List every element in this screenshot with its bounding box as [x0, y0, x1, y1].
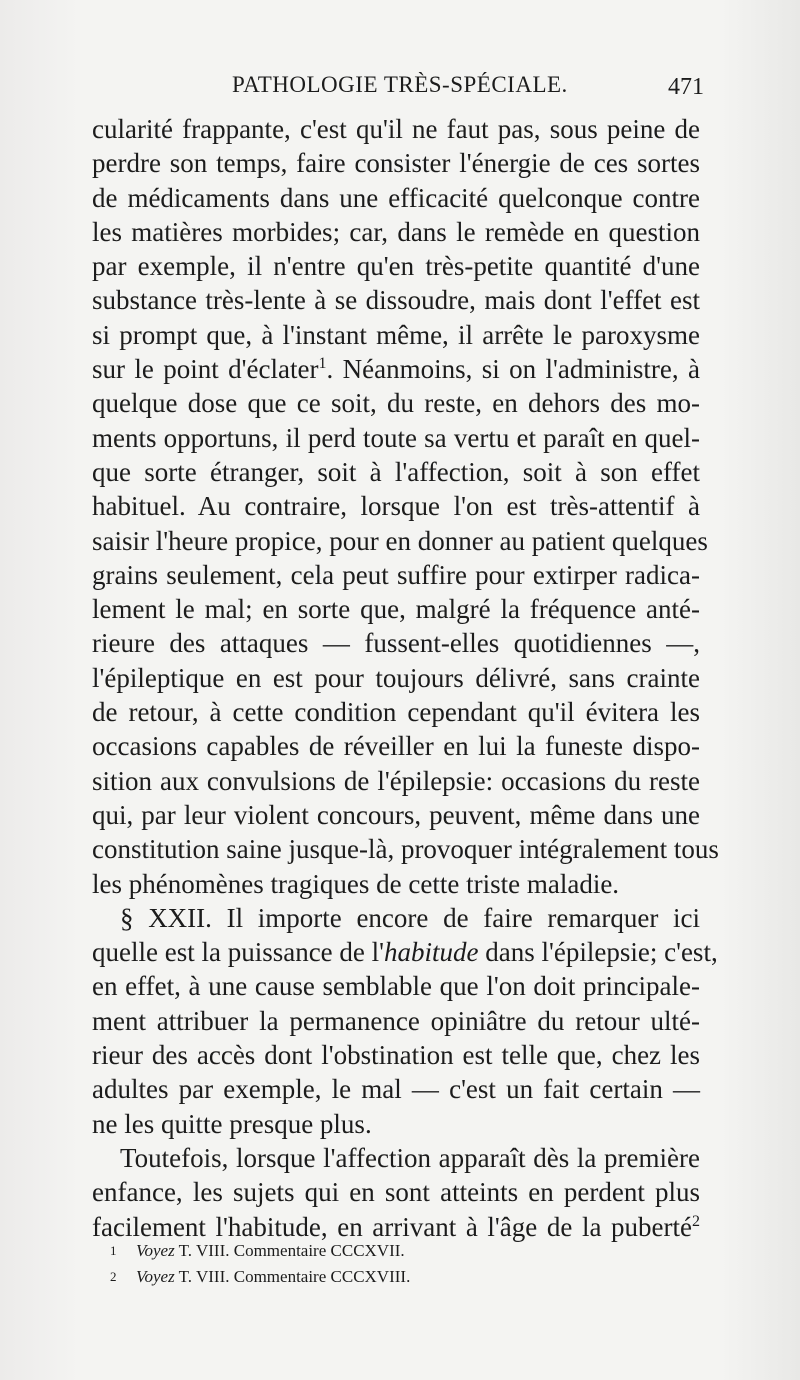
text-line	[92, 249, 700, 283]
text-line	[92, 764, 700, 798]
footnote-voyez: Voyez	[136, 1241, 175, 1260]
text-segment: qui, par leur violent concours, peuvent, même dans une	[92, 799, 700, 830]
text-segment: par exemple, il n'entre qu'en très-petite quantité d'une	[92, 251, 700, 282]
text-segment: en effet, à une cause semblable que l'on doit principale-	[92, 971, 700, 1002]
text-segment: saisir l'heure propice, pour en donner au patient quelques	[92, 525, 708, 556]
text-segment: Toutefois, lorsque l'affection apparaît dès la première	[120, 1142, 700, 1173]
text-line	[92, 181, 700, 215]
running-head: PATHOLOGIE TRÈS-SPÉCIALE.	[232, 72, 568, 97]
page-number: 471	[668, 74, 704, 100]
text-line	[92, 215, 700, 249]
text-segment: de retour, à cette condition cependant qu'il évitera les	[92, 697, 700, 728]
text-line	[92, 283, 700, 317]
text-segment: si prompt que, à l'instant même, il arrête le paroxysme	[92, 319, 700, 350]
text-segment: grains seulement, cela peut suffire pour extirper radica-	[92, 559, 700, 590]
footnote-reference: 2	[692, 1212, 700, 1230]
text-line	[92, 1141, 700, 1175]
footnote-mark: 2	[110, 1269, 117, 1284]
text-segment: l'épileptique en est pour toujours délivré, sans crainte	[92, 662, 700, 693]
text-line	[92, 695, 700, 729]
text-segment: enfance, les sujets qui en sont atteints en perdent plus	[92, 1177, 700, 1208]
footnote	[110, 1238, 670, 1264]
text-segment: rieure des attaques — fussent-elles quotidiennes —,	[92, 628, 700, 659]
text-line	[92, 661, 700, 695]
text-segment: quelque dose que ce soit, du reste, en dehors des mo-	[92, 388, 700, 419]
text-segment: rieur des accès dont l'obstination est telle que, chez les	[92, 1040, 700, 1071]
body-text	[92, 112, 719, 1244]
text-segment: . Néanmoins, si on l'administre, à	[326, 354, 700, 385]
text-line	[92, 558, 700, 592]
text-line	[92, 318, 700, 352]
footnote-mark: 1	[110, 1243, 117, 1258]
text-segment: les matières morbides; car, dans le remède en question	[92, 216, 700, 247]
text-segment: perdre son temps, faire consister l'énergie de ces sortes	[92, 148, 700, 179]
text-line	[92, 1004, 700, 1038]
text-line	[92, 386, 700, 420]
text-line	[92, 455, 700, 489]
text-segment: cularité frappante, c'est qu'il ne faut pas, sous peine de	[92, 114, 700, 144]
text-segment: constitution saine jusque-là, provoquer intégralement tous	[92, 834, 719, 865]
text-segment: occasions capables de réveiller en lui la funeste dispo-	[92, 731, 700, 762]
text-segment: sur le point d'éclater	[92, 354, 319, 385]
text-line	[92, 421, 700, 455]
text-segment: les phénomènes tragiques de cette triste maladie.	[92, 868, 620, 899]
text-line	[92, 1038, 700, 1072]
footnote-reference: 1	[318, 355, 327, 373]
text-line	[92, 489, 700, 523]
text-line	[92, 524, 708, 558]
footnote-voyez: Voyez	[136, 1267, 175, 1286]
footnote	[110, 1264, 670, 1290]
text-segment: § XXII. Il importe encore de faire remarquer ici	[120, 902, 700, 933]
text-segment: sition aux convulsions de l'épilepsie: occasions du reste	[92, 765, 700, 796]
text-line	[92, 969, 700, 1003]
text-line	[92, 867, 700, 901]
text-line	[92, 592, 700, 626]
text-line	[92, 1107, 700, 1141]
text-segment: quelle est la puissance de l'	[92, 937, 385, 968]
footnotes	[110, 1238, 670, 1290]
text-line	[92, 146, 700, 180]
text-line	[92, 798, 700, 832]
text-line	[92, 112, 700, 146]
text-line	[92, 935, 718, 969]
italic-word: habitude	[384, 937, 479, 968]
text-segment: que sorte étranger, soit à l'affection, soit à son effet	[92, 456, 700, 487]
footnote-text: T. VIII. Commentaire CCCXVIII.	[174, 1267, 411, 1286]
text-segment: substance très-lente à se dissoudre, mais dont l'effet est	[92, 285, 700, 316]
text-line	[92, 626, 700, 660]
text-line	[92, 1175, 700, 1209]
page-header	[92, 68, 704, 108]
text-segment: habituel. Au contraire, lorsque l'on est très-attentif à	[92, 491, 700, 522]
text-line	[92, 901, 700, 935]
text-line	[92, 352, 700, 386]
text-line	[92, 832, 719, 866]
text-segment: ment attribuer la permanence opiniâtre du retour ulté-	[92, 1005, 700, 1036]
text-segment: adultes par exemple, le mal — c'est un fait certain —	[92, 1074, 700, 1105]
text-segment: lement le mal; en sorte que, malgré la fréquence anté-	[92, 594, 700, 625]
footnote-text: T. VIII. Commentaire CCCXVII.	[174, 1241, 405, 1260]
text-line	[92, 729, 700, 763]
text-segment: de médicaments dans une efficacité quelconque contre	[92, 182, 700, 213]
text-segment: ments opportuns, il perd toute sa vertu et paraît en quel-	[92, 422, 700, 453]
text-line	[92, 1072, 700, 1106]
text-segment: facilement l'habitude, en arrivant à l'âge de la puberté	[92, 1211, 692, 1242]
text-segment: dans l'épilepsie; c'est,	[478, 937, 718, 968]
text-segment: ne les quitte presque plus.	[92, 1108, 372, 1139]
